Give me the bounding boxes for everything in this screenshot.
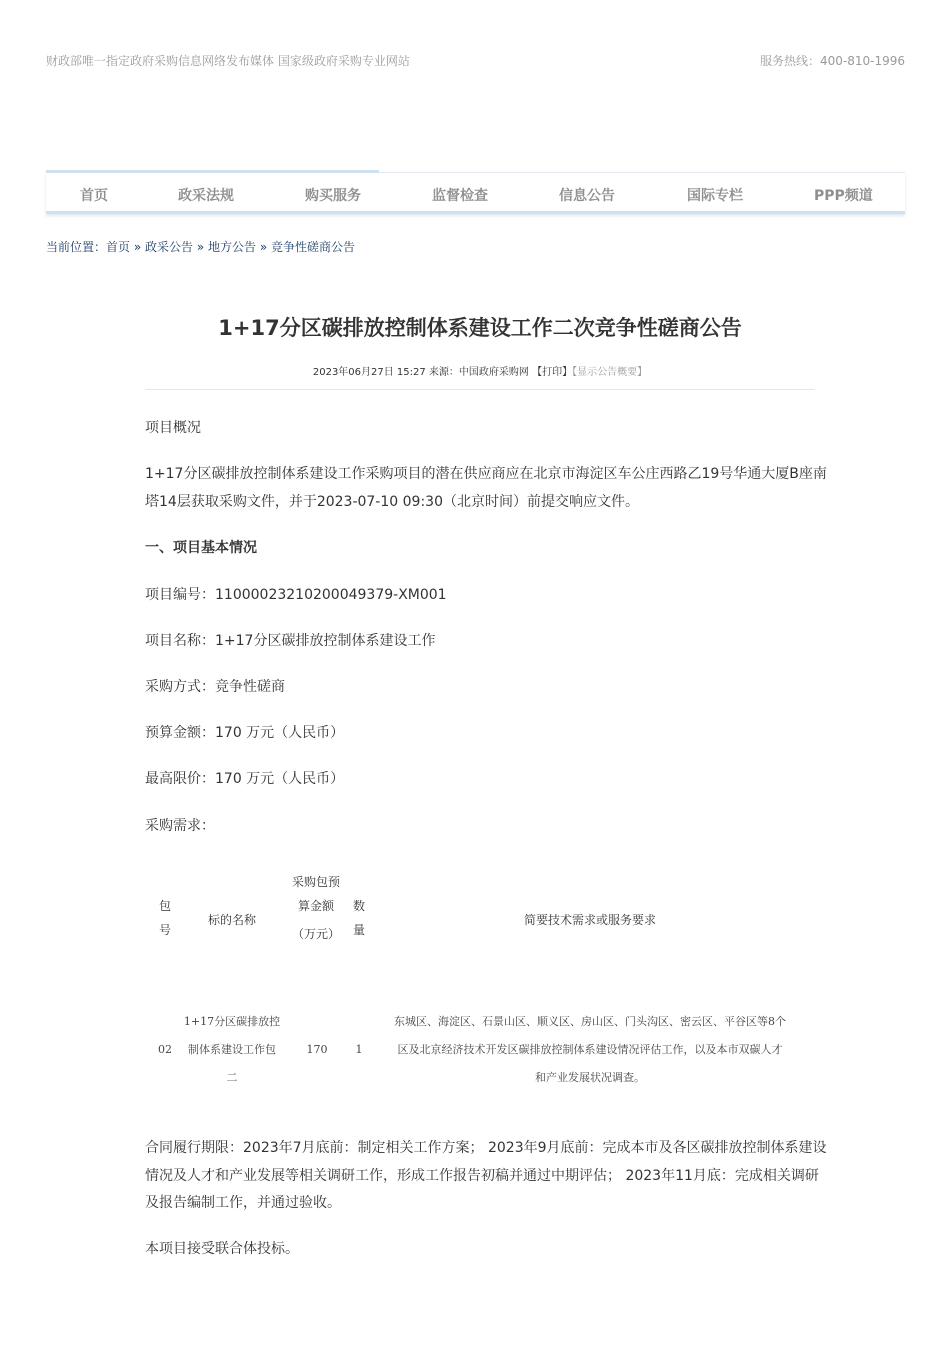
breadcrumb <box>46 238 355 255</box>
breadcrumb-separator: » <box>130 240 146 254</box>
breadcrumb-prefix: 当前位置： <box>46 240 107 254</box>
breadcrumb-local-link[interactable]: 地方公告 <box>208 240 257 254</box>
site-slogan: 财政部唯一指定政府采购信息网络发布媒体 国家级政府采购专业网站 <box>46 54 410 68</box>
project-number: 项目编号：11000023210200049379-XM001 <box>145 587 447 603</box>
table-cell-quantity: 1 <box>355 1043 363 1056</box>
show-summary-link[interactable]: 【显示公告概要】 <box>572 367 648 378</box>
table-cell-name: 1+17分区碳排放控 制体系建设工作包 二 <box>183 1015 281 1084</box>
breadcrumb-separator: » <box>193 240 209 254</box>
breadcrumb-separator: » <box>256 240 272 254</box>
nav-item-supervision[interactable]: 监督检查 <box>432 188 488 204</box>
service-hotline: 服务热线：400-810-1996 <box>759 54 905 68</box>
breadcrumb-announcements-link[interactable]: 政采公告 <box>145 240 194 254</box>
nav-item-announcements[interactable]: 信息公告 <box>559 188 615 204</box>
section-heading: 一、项目基本情况 <box>145 540 257 556</box>
overview-heading: 项目概况 <box>145 420 201 436</box>
nav-item-ppp[interactable]: PPP频道 <box>814 188 873 204</box>
table-header-quantity: 数 量 <box>352 899 365 937</box>
contract-period-line-2: 情况及人才和产业发展等相关调研工作，形成工作报告初稿并通过中期评估； 2023年11月底：完成相关调研 <box>145 1168 819 1184</box>
table-header-amount: 采购包预 算金额 （万元） <box>291 875 340 941</box>
table-header-package: 包 号 <box>158 899 171 937</box>
nav-item-international[interactable]: 国际专栏 <box>687 188 743 204</box>
table-cell-amount: 170 <box>306 1043 328 1056</box>
procurement-method: 采购方式：竞争性磋商 <box>145 679 285 695</box>
top-bar <box>46 52 905 68</box>
publish-info: 2023年06月27日 15:27 来源：中国政府采购网 <box>312 367 533 378</box>
table-cell-requirements: 东城区、海淀区、石景山区、顺义区、房山区、门头沟区、密云区、平谷区等8个 区及北京经济技术开发区碳排放控制体系建设情况评估工作，以及本市双碳人才 和产业发展状况调查。 <box>394 1015 786 1084</box>
print-link[interactable]: 【打印】 <box>532 367 573 378</box>
consortium-note: 本项目接受联合体投标。 <box>145 1241 299 1257</box>
overview-line-2: 塔14层获取采购文件，并于2023-07-10 09:30（北京时间）前提交响应文件。 <box>145 494 639 510</box>
demand-table <box>145 870 815 1100</box>
main-nav <box>46 172 905 214</box>
article-meta <box>145 363 815 378</box>
nav-item-regulations[interactable]: 政采法规 <box>178 188 234 204</box>
overview-line-1: 1+17分区碳排放控制体系建设工作采购项目的潜在供应商应在北京市海淀区车公庄西路乙19号华通大厦B座南 <box>145 466 827 482</box>
page-title: 1+17分区碳排放控制体系建设工作二次竞争性磋商公告 <box>218 316 742 340</box>
procurement-demand: 采购需求： <box>145 818 215 834</box>
divider <box>145 389 815 390</box>
budget-amount: 预算金额：170 万元（人民币） <box>145 725 345 741</box>
project-name: 项目名称：1+17分区碳排放控制体系建设工作 <box>145 633 436 649</box>
nav-item-purchase-services[interactable]: 购买服务 <box>305 188 361 204</box>
nav-highlight-bar <box>46 170 379 173</box>
nav-item-home[interactable]: 首页 <box>80 188 108 204</box>
table-header-requirements: 简要技术需求或服务要求 <box>523 913 656 927</box>
breadcrumb-consultation-link[interactable]: 竞争性磋商公告 <box>271 240 356 254</box>
breadcrumb-home-link[interactable]: 首页 <box>106 240 131 254</box>
table-cell-package: 02 <box>158 1043 172 1056</box>
contract-period-line-3: 及报告编制工作，并通过验收。 <box>145 1195 341 1211</box>
contract-period-line-1: 合同履行期限：2023年7月底前：制定相关工作方案； 2023年9月底前：完成本市及各区碳排放控制体系建设 <box>145 1140 827 1156</box>
max-price: 最高限价：170 万元（人民币） <box>145 771 345 787</box>
table-header-name: 标的名称 <box>207 913 256 927</box>
